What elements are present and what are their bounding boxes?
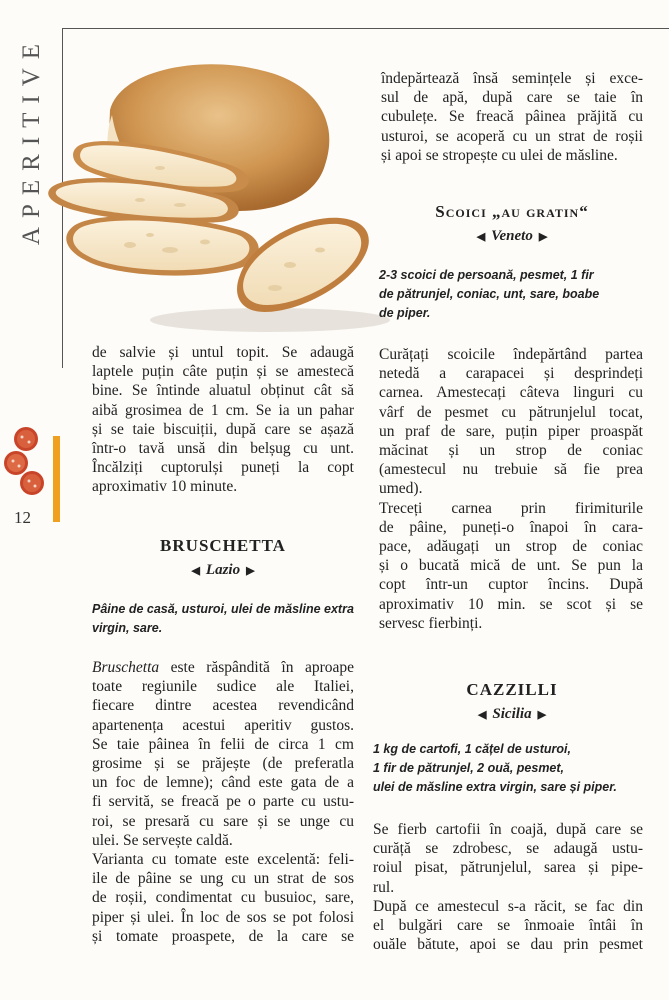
page-number: 12	[14, 508, 31, 527]
text-line: usturoi, se acoperă cu un strat de roșii	[381, 127, 643, 145]
ingredient-line: 2-3 scoici de persoană, pesmet, 1 fir	[379, 268, 594, 282]
text-line: fi servită, se freacă pe o parte cu ustu-	[92, 793, 354, 811]
text-line: grosime și se prăjește (de preferatla	[92, 755, 354, 773]
ciabatta-bread-image	[40, 50, 390, 340]
text-line: și se taie biscuiții, după care se așază	[92, 420, 354, 438]
scoici-body	[379, 345, 643, 633]
text-line: apartenența acestui aperitiv gustos.	[92, 716, 354, 734]
text-line: netedă a carapacei și desprindeți	[379, 365, 643, 383]
region-name: Sicilia	[492, 706, 532, 722]
recipe-title: CAZZILLI	[466, 680, 558, 699]
arrow-right-icon: ▶	[537, 709, 547, 721]
salami-slices-image	[2, 425, 50, 500]
text-line: bine. Se întinde aluatul obținut cât să	[92, 382, 354, 400]
recipe-region	[92, 562, 354, 579]
recipe-title: BRUSCHETTA	[160, 536, 286, 555]
text-line: rul.	[373, 878, 395, 896]
dish-name-emphasis: Bruschetta	[92, 659, 160, 676]
text-line: ile de pâine se ung cu un strat de sos	[92, 870, 354, 888]
region-name: Lazio	[205, 562, 241, 578]
text-line: aibă grosimea de 1 cm. Se ia un pahar	[92, 401, 354, 419]
text-line: un foc de lemne); când este gata de a	[92, 774, 354, 792]
arrow-right-icon: ▶	[538, 231, 548, 243]
ingredient-line: de piper.	[379, 306, 431, 320]
bruschetta-body	[92, 658, 354, 946]
recipe-region	[381, 228, 643, 245]
ingredient-line: de pătrunjel, coniac, unt, sare, boabe	[379, 287, 600, 301]
recipe-scoici	[381, 202, 643, 245]
recipe-bruschetta	[92, 536, 354, 579]
text-line: îndepărtează însă semințele și exce-	[381, 70, 643, 87]
ingredients-scoici	[379, 266, 643, 323]
text-line: fiecare dintre acestea revendicând	[92, 697, 354, 715]
text-line: și apoi se stropește cu ulei de măsline.	[381, 146, 618, 164]
ingredient-line: 1 fir de pătrunjel, 2 ouă, pesmet,	[373, 761, 565, 775]
text-line: sul de apă, după care se taie în	[381, 89, 643, 107]
text-line: aproximativ 10 minute.	[92, 478, 238, 496]
ingredient-line: virgin, sare.	[92, 621, 163, 635]
text-line: Varianta cu tomate este excelentă: feli-	[92, 851, 354, 869]
text-line: vârf de pesmet cu pătrunjelul tocat,	[379, 403, 643, 421]
text-line: umed).	[379, 480, 423, 498]
text-line: După ce amestecul s-a răcit, se fac din	[373, 897, 643, 915]
region-name: Veneto	[491, 228, 533, 244]
text-line: și o bucată mică de unt. Se pun la	[379, 557, 643, 575]
accent-bar	[53, 436, 60, 522]
text-line: într-o tavă unsă din belșug cu unt.	[92, 440, 354, 458]
text-line: curăță se zdrobesc, se adaugă ustu-	[373, 840, 643, 858]
text-line: de salvie și untul topit. Se adaugă	[92, 344, 354, 361]
arrow-right-icon: ▶	[246, 565, 255, 577]
text-line: roi, se presară cu sare și se unge cu	[92, 812, 354, 830]
page-frame-top-rule	[62, 28, 669, 29]
text-line: pace, adăugați un strop de coniac	[379, 538, 643, 556]
ingredients-bruschetta	[92, 600, 356, 638]
text-line: Se taie pâinea în felii de circa 1 cm	[92, 735, 354, 753]
section-title: APERITIVE	[18, 34, 45, 246]
text-line: (amestecul nu trebuie să fie prea	[379, 461, 643, 479]
text-line: de roșii, condimentat cu busuioc, sare,	[92, 889, 354, 907]
ingredient-line: ulei de măsline extra virgin, sare și piper.	[373, 780, 617, 794]
text-line: un praf de sare, puțin piper proaspăt	[379, 422, 643, 440]
cazzilli-body	[373, 820, 643, 954]
text-line: și tomate proaspete, de la care se	[92, 927, 354, 945]
text-line: el bulgări care se înmoaie întâi în	[373, 917, 643, 935]
ingredients-cazzilli	[373, 740, 645, 797]
text-line: piper și ulei. În loc de sos se pot folosi	[92, 908, 354, 926]
text-line: de pâine, puneți-o înapoi în cara-	[379, 518, 643, 536]
text-line: roiul pisat, pătrunjelul, sarea și pipe-	[373, 859, 643, 877]
ingredient-line: Pâine de casă, usturoi, ulei de măsline extra	[92, 602, 354, 616]
text-line: măcinat și un strop de coniac	[379, 442, 643, 460]
text-line: Încălziți cuptorulși puneți la copt	[92, 459, 354, 477]
recipe-title: Scoici „au gratin“	[435, 202, 589, 221]
recipe-cazzilli	[381, 680, 643, 723]
text-line: Bruschetta este răspândită în aproape	[92, 659, 354, 676]
text-line: laptele puțin câte puțin și se amestecă	[92, 363, 354, 381]
text-line: carnea. Amestecați câteva linguri cu	[379, 384, 643, 402]
text-line: ulei. Se servește caldă.	[92, 831, 233, 849]
text-line: Se fierb cartofii în coajă, după care se	[373, 821, 643, 838]
text-line: Curățați scoicile îndepărtând partea	[379, 346, 643, 363]
right-column-intro	[381, 69, 643, 165]
text-line: copt într-un cuptor încins. După	[379, 576, 643, 594]
arrow-left-icon: ◀	[477, 709, 487, 721]
text-line: aproximativ 10 min. se scot și se	[379, 595, 643, 613]
text-line: toate regiunile sudice ale Italiei,	[92, 678, 354, 696]
ingredient-line: 1 kg de cartofi, 1 cățel de usturoi,	[373, 742, 571, 756]
recipe-region	[381, 706, 643, 723]
text-line: ouăle bătute, apoi se dau prin pesmet	[373, 936, 643, 954]
text-line: servesc fierbinți.	[379, 614, 483, 632]
left-column	[92, 343, 354, 497]
arrow-left-icon: ◀	[476, 231, 486, 243]
arrow-left-icon: ◀	[191, 565, 200, 577]
text-line: cubulețe. Se freacă pâinea prăjită cu	[381, 108, 643, 126]
text-line: Treceți carnea prin firimiturile	[379, 499, 643, 517]
